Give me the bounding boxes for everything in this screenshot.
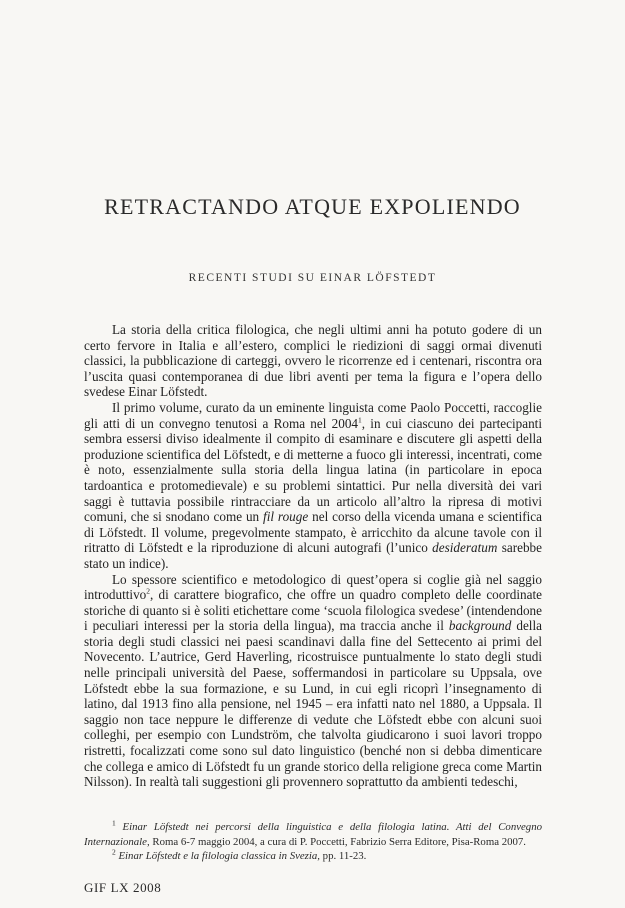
text-run: Lo spessore scientifico e metodologico di quest’opera si coglie già nel saggio introduttivo [84, 571, 542, 603]
text-run: , di carattere biografico, che offre un quadro completo delle coordinate storiche di quanto si è soliti etichettare come ‘scuola filologica svedese’ (intendendone i peculiari interessi per la storia della lingua), ma traccia anche il [84, 587, 542, 634]
footnote-1 [84, 820, 542, 849]
italic-term: background [448, 618, 512, 634]
footnote-ref-1[interactable]: 1 [358, 415, 362, 425]
footnote-text: Roma 6-7 maggio 2004, a cura di P. Poccetti, Fabrizio Serra Editore, Pisa-Roma 2007. [149, 835, 527, 848]
footnote-text: pp. 11-23. [319, 850, 367, 862]
paragraph-1: La storia della critica filologica, che negli ultimi anni ha potuto godere di un certo fervore in Italia e all’estero, complici le riedizioni di saggi ormai divenuti classici, la pubblicazione di carteggi, ovvero le ricorrenze ed i centenari, riscontra ora l’uscita quasi contemporanea di due libri aventi per tema la figura e l’opera dello svedese Einar Löfstedt. [84, 322, 542, 400]
footnotes [84, 820, 542, 864]
text-run: sarebbe stato un indice). [84, 540, 542, 571]
article-title: RETRACTANDO ATQUE EXPOLIENDO [104, 194, 521, 219]
text-run: nel corso della vicenda umana e scientifica di Löfstedt. Il volume, pregevolmente stampato, è arricchito da alcune tavole con il ritratto di Löfstedt e la riproduzione di alcuni autografi (l’unico [84, 509, 542, 556]
text-run: della storia degli studi classici nei paesi scandinavi dalla fine del Settecento ai primi del Novecento. L’autrice, Gerd Haverling, ricostruisce puntualmente lo stato degli studi nelle principali università del Paese, soffermandosi in particolare su Uppsala, ove Löfstedt ebbe la sua formazione, e su Lund, in cui egli ricoprì l’insegnamento di latino, dal 1913 fino alla pensione, nel 1945 – era infatti nato nel 1880, a Uppsala. Il saggio non tace neppure le differenze di vedute che Löfstedt ebbe con alcuni suoi colleghi, per esempio con Lundström, che talvolta giudicarono i suoi lavori troppo ristretti, focalizzati come sono sul dato linguistico (benché non si debba dimenticare che collega e amico di Löfstedt fu un grande storico della religione greca come Martin Nilsson). In realtà tali suggestioni gli provennero soprattutto da ambienti tedeschi, [84, 618, 542, 790]
italic-term: desideratum [432, 540, 498, 556]
footnote-number: 1 [112, 818, 116, 828]
text-run: Il primo volume, curato da un eminente linguista come Paolo Poccetti, raccoglie gli atti di un convegno tenutosi a Roma nel 2004 [84, 399, 542, 431]
paragraph-2 [84, 400, 542, 572]
page-footer: GIF LX 2008 [84, 880, 162, 895]
footnote-number: 2 [112, 847, 116, 857]
footnote-title: Einar Löfstedt e la filologia classica in Svezia, [118, 850, 320, 862]
footnote-2 [84, 849, 542, 864]
paragraph-3 [84, 572, 542, 790]
italic-term: fil rouge [263, 509, 309, 525]
footnote-title: Einar Löfstedt nei percorsi della linguistica e della filologia latina. Atti del Convegno Internazionale, [84, 821, 542, 848]
article-subtitle: RECENTI STUDI SU EINAR LÖFSTEDT [188, 272, 437, 284]
article-body [84, 322, 542, 790]
footnote-ref-2[interactable]: 2 [146, 586, 151, 596]
text-run: , in cui ciascuno dei partecipanti sembra essersi diviso idealmente il compito di esaminare e discutere gli aspetti della produzione scientifica del Löfstedt, e di metterne a fuoco gli interessi, incentrati, come è noto, essenzialmente sulla storia della lingua latina (in particolare in epoca tardoantica e protomedievale) e su problemi sintattici. Pur nella diversità dei vari saggi è tuttavia possibile rintracciare da un articolo all’altro la ripresa di motivi comuni, che si snodano come un [84, 415, 542, 525]
